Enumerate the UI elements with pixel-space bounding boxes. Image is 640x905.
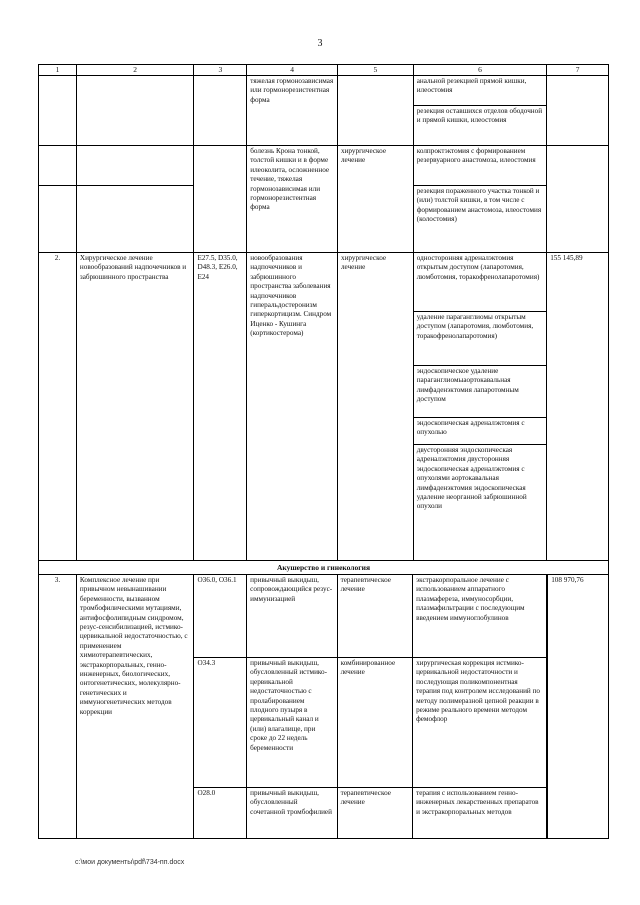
treatment-cell: терапевтическое лечение xyxy=(338,788,414,838)
header-col-3: 3 xyxy=(194,65,247,75)
diagnosis-cell: привычный выкидыш, обусловленный истмико-цервикальной недостаточностью с пролабированием плодного пузыря в цервикальный канал и (или) влагалище, при сроке до 22 недель беременности xyxy=(247,658,337,787)
diagnosis-cell: привычный выкидыш, сопровождающийся резус-иммунизацией xyxy=(247,575,337,657)
header-col-2: 2 xyxy=(77,65,195,75)
file-path-footer: c:\мои документы\pdf\734-пп.docx xyxy=(75,859,185,866)
subrow xyxy=(194,575,546,658)
subrow xyxy=(194,658,546,788)
methods-cell xyxy=(414,76,548,145)
icd-codes: O36.0, O36.1 xyxy=(194,575,247,657)
header-col-7: 7 xyxy=(575,65,580,74)
method-item: хирургическая коррекция истмико-цервикальной недостаточности и последующая поликомпонентная терапия под контролем исследований по методу полимеразной цепной реакции в режиме реального времени методом фемофлор xyxy=(416,659,541,724)
icd-codes: E27.5, D35.0, D48.3, E26.0, E24 xyxy=(194,253,247,560)
header-col-1: 1 xyxy=(39,65,77,75)
empty-cell xyxy=(77,76,195,145)
table-row-continued-1 xyxy=(38,76,609,146)
method-item: удаление параганглиомы открытым доступом (лапаротомия, люмботомия, торакофренолапаротомия) xyxy=(414,312,547,366)
table-row-3 xyxy=(38,575,609,839)
section-heading: Акушерство и гинекология xyxy=(38,561,609,575)
method-item: эндоскопическая адреналэктомия с опухолью xyxy=(414,418,547,445)
procedure-name: Комплексное лечение при привычном невынашивании беременности, вызванном тромбофилическими мутациями, антифосфолипидным синдромом, резус-сенсибилизацией, истмико-цервикальной недостаточностью, с применением химиотерапевтических, экстракорпоральных, генно-инженерных, биологических, онтогенетических, молекулярно-генетических и иммуногенетических методов коррекции xyxy=(77,575,195,838)
empty-cell xyxy=(39,146,77,252)
procedures-table xyxy=(38,64,609,839)
table-header-row xyxy=(38,64,609,76)
header-col-5: 5 xyxy=(338,65,414,75)
method-item: резекция пораженного участка тонкой и (или) толстой кишки, в том числе с формированием анастомоза, илеостомия (колостомия) xyxy=(416,187,542,224)
table-row-continued-2 xyxy=(38,146,609,253)
header-col-4: 4 xyxy=(247,65,338,75)
method-item: анальной резекцией прямой кишки, илеостомия xyxy=(414,76,547,106)
method-item: двусторонняя эндоскопическая адреналэктомия двусторонняя эндоскопическая адреналэктомия с опухолями аортокавальная лимфаденэктомия эндоскопическая удаление неорганной забрюшинной опухоли xyxy=(416,446,527,511)
method-item: односторонняя адреналэктомия открытым доступом (лапаротомия, люмботомия, торакофренолапаротомия) xyxy=(414,253,547,312)
empty-cell xyxy=(194,146,247,252)
methods-cell xyxy=(414,253,548,560)
empty-cell xyxy=(77,146,195,252)
page-number: 3 xyxy=(317,38,323,49)
row-number: 3. xyxy=(39,575,77,838)
treatment-cell: терапевтическое лечение xyxy=(338,575,414,657)
empty-cell xyxy=(547,76,608,145)
treatment-cell: хирургическое лечение xyxy=(338,253,414,560)
icd-codes: O28.0 xyxy=(194,788,247,838)
method-item: колпроктэктомия с формированием резервуарного анастомоза, илеостомия xyxy=(414,146,547,186)
empty-cell xyxy=(338,76,414,145)
diagnosis-cell: новообразования надпочечников и забрюшинного пространства заболевания надпочечников гиперальдостеронизм гиперкортицизм. Синдром Иценко - Кушинга (кортикостерома) xyxy=(247,253,338,560)
empty-cell xyxy=(547,146,608,252)
treatment-cell: хирургическое лечение xyxy=(338,146,414,252)
method-item: экстракорпоральное лечение с использованием аппаратного плазмафереза, иммуносорбции, плазмафильтрации с последующим введением иммуноглобулинов xyxy=(416,576,525,622)
method-item: эндоскопическое удаление параганглиомыаортокавальная лимфаденэктомия лапаротомным доступом xyxy=(414,366,547,418)
price-cell: 155 145,89 xyxy=(550,254,583,262)
diagnosis-cell: болезнь Крона тонкой, толстой кишки и в форме илеоколита, осложненное течение, тяжелая гормонозависимая или гормонорезистентная форма xyxy=(247,146,338,252)
header-col-6: 6 xyxy=(414,65,548,75)
method-item: терапия с использованием генно-инженерных лекарственных препаратов и экстракорпоральных методов xyxy=(416,789,539,816)
empty-cell xyxy=(194,76,247,145)
diagnosis-cell: тяжелая гормонозависимая или гормонорезистентная форма xyxy=(247,76,338,145)
treatment-cell: комбинированное лечение xyxy=(338,658,414,787)
subrows-group xyxy=(194,575,547,838)
methods-cell xyxy=(414,146,548,252)
diagnosis-cell: привычный выкидыш, обусловленный сочетанной тромбофилией xyxy=(247,788,337,838)
table-row-2 xyxy=(38,253,609,561)
method-item: резекция оставшихся отделов ободочной и прямой кишки, илеостомия xyxy=(416,107,543,125)
price-cell: 108 970,76 xyxy=(547,575,608,838)
empty-cell xyxy=(39,76,77,145)
icd-codes: O34.3 xyxy=(194,658,247,787)
row-number: 2. xyxy=(39,253,77,560)
subrow xyxy=(194,788,546,838)
procedure-name: Хирургическое лечение новообразований надпочечников и забрюшинного пространства xyxy=(77,253,195,560)
